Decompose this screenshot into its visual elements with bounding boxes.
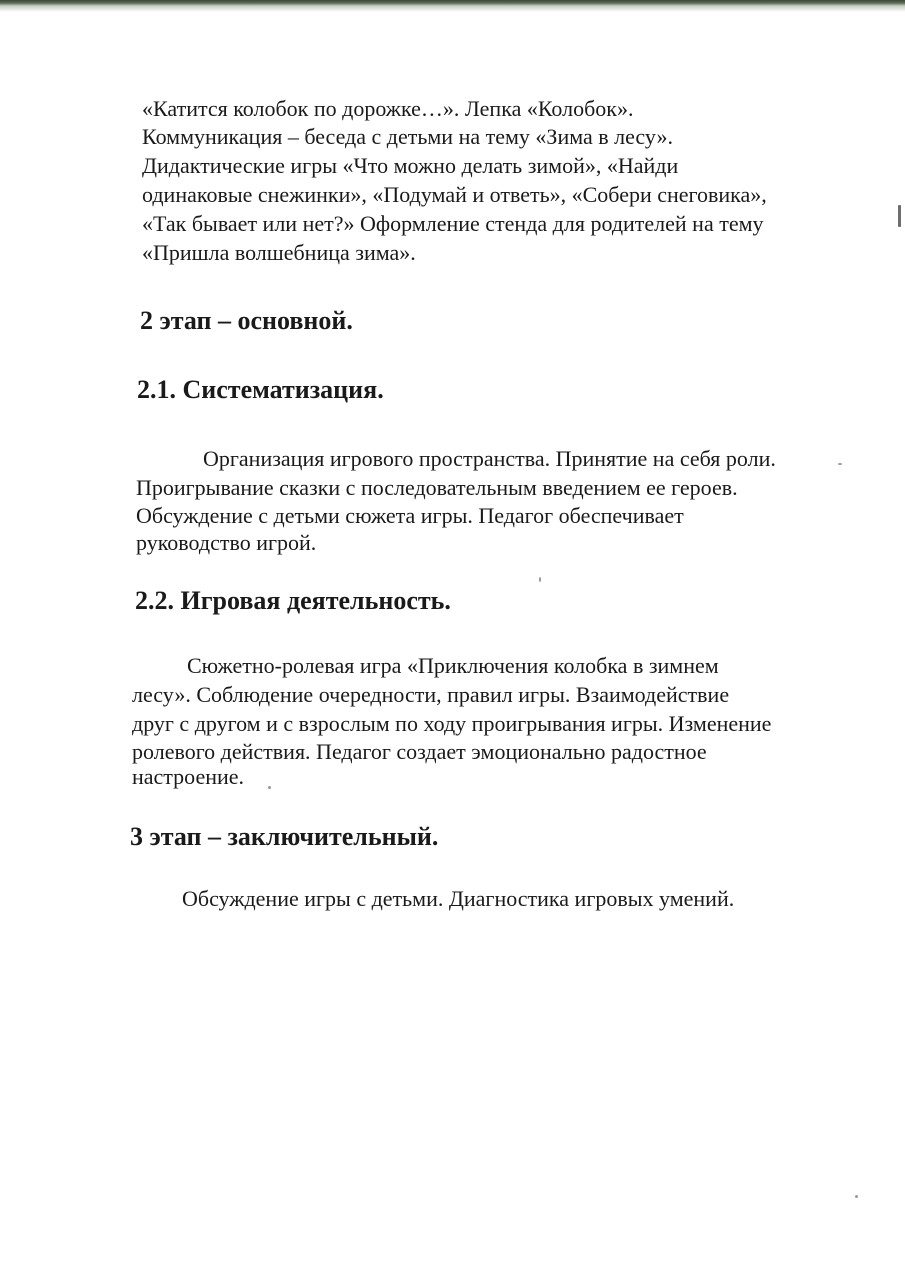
paragraph-line: Сюжетно-ролевая игра «Приключения колобка в зимнем bbox=[187, 653, 719, 678]
paragraph-line: «Катится колобок по дорожке…». Лепка «Колобок». bbox=[142, 96, 634, 121]
stage-3-heading: 3 этап – заключительный. bbox=[130, 822, 439, 851]
paragraph-line: настроение. bbox=[132, 764, 245, 789]
paragraph-line: руководство игрой. bbox=[136, 530, 317, 555]
paragraph-line: Организация игрового пространства. Принятие на себя роли. bbox=[203, 446, 776, 471]
stage-2-heading: 2 этап – основной. bbox=[140, 306, 353, 335]
paragraph-line: лесу». Соблюдение очередности, правил игры. Взаимодействие bbox=[132, 682, 730, 707]
paragraph-line: друг с другом и с взрослым по ходу проигрывания игры. Изменение bbox=[132, 711, 772, 736]
paragraph-line: «Так бывает или нет?» Оформление стенда для родителей на тему bbox=[142, 211, 764, 236]
section-2-2-heading: 2.2. Игровая деятельность. bbox=[135, 586, 451, 615]
paragraph-line: Обсуждение с детьми сюжета игры. Педагог обеспечивает bbox=[136, 503, 684, 528]
paragraph-line: Коммуникация – беседа с детьми на тему «Зима в лесу». bbox=[142, 124, 673, 149]
paragraph-line: Проигрывание сказки с последовательным введением ее героев. bbox=[136, 475, 738, 500]
paragraph-line: одинаковые снежинки», «Подумай и ответь», «Собери снеговика», bbox=[142, 182, 767, 207]
paragraph-line: ролевого действия. Педагог создает эмоционально радостное bbox=[132, 739, 707, 764]
paragraph-line: Дидактические игры «Что можно делать зимой», «Найди bbox=[142, 153, 679, 178]
paragraph-line: Обсуждение игры с детьми. Диагностика игровых умений. bbox=[182, 886, 735, 911]
section-2-1-heading: 2.1. Систематизация. bbox=[137, 375, 384, 404]
paragraph-line: «Пришла волшебница зима». bbox=[142, 240, 416, 265]
